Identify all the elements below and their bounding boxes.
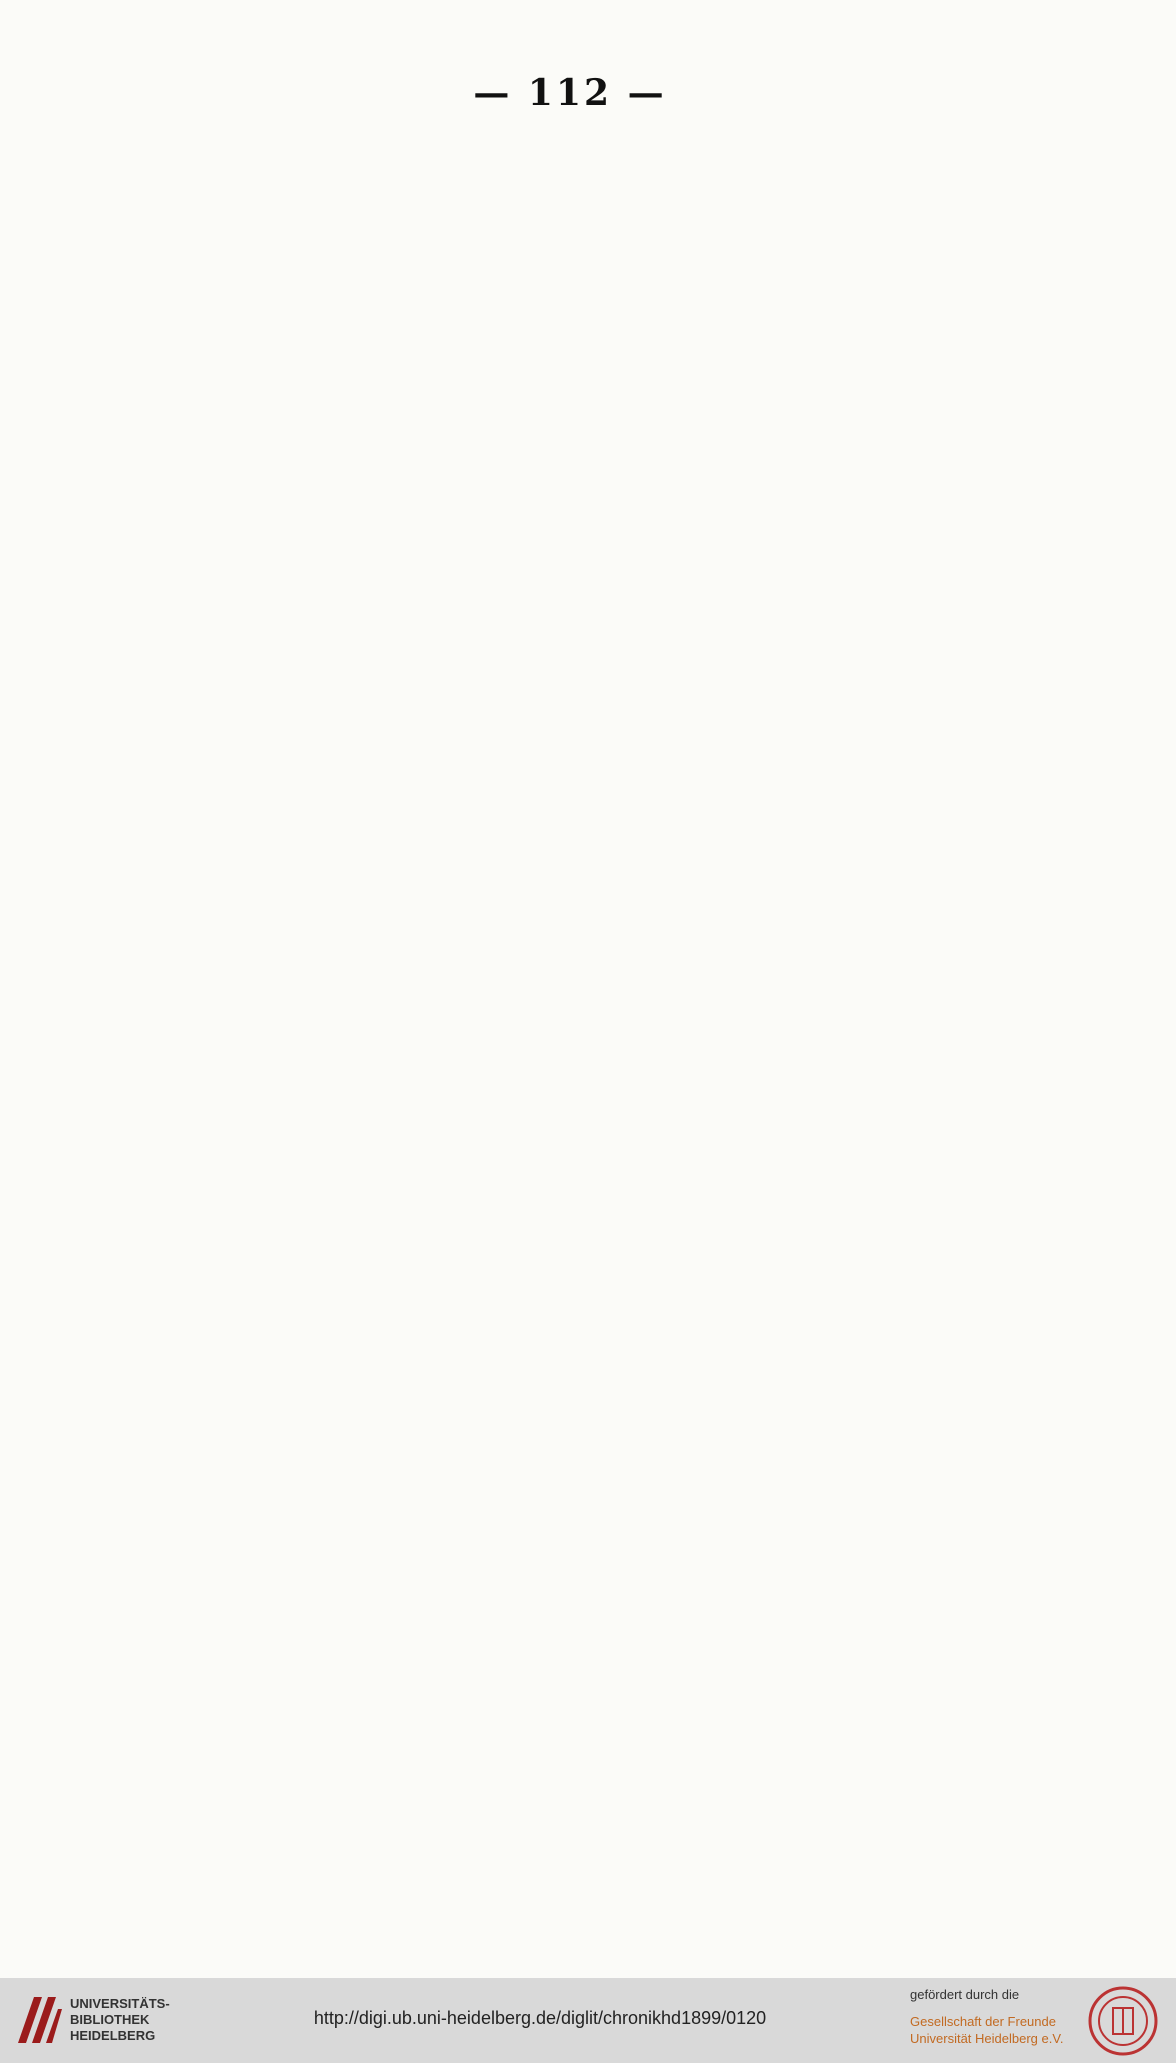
- sponsor-block: [910, 1986, 1063, 2047]
- viewer-footer: [0, 1978, 1176, 2063]
- page-number: — 112 —: [473, 72, 667, 114]
- sponsor-intro: gefördert durch die: [910, 1987, 1020, 2002]
- university-seal-icon: [1088, 1986, 1158, 2056]
- library-name: UNIVERSITÄTS- BIBLIOTHEK HEIDELBERG: [70, 1996, 170, 2043]
- library-logo-icon: [14, 1993, 66, 2047]
- sponsor-org-line1: Gesellschaft der Freunde: [910, 2014, 1056, 2029]
- permalink[interactable]: http://digi.ub.uni-heidelberg.de/diglit/chronikhd1899/0120: [313, 2008, 767, 2028]
- sponsor-org-line2: Universität Heidelberg e.V.: [910, 2031, 1064, 2046]
